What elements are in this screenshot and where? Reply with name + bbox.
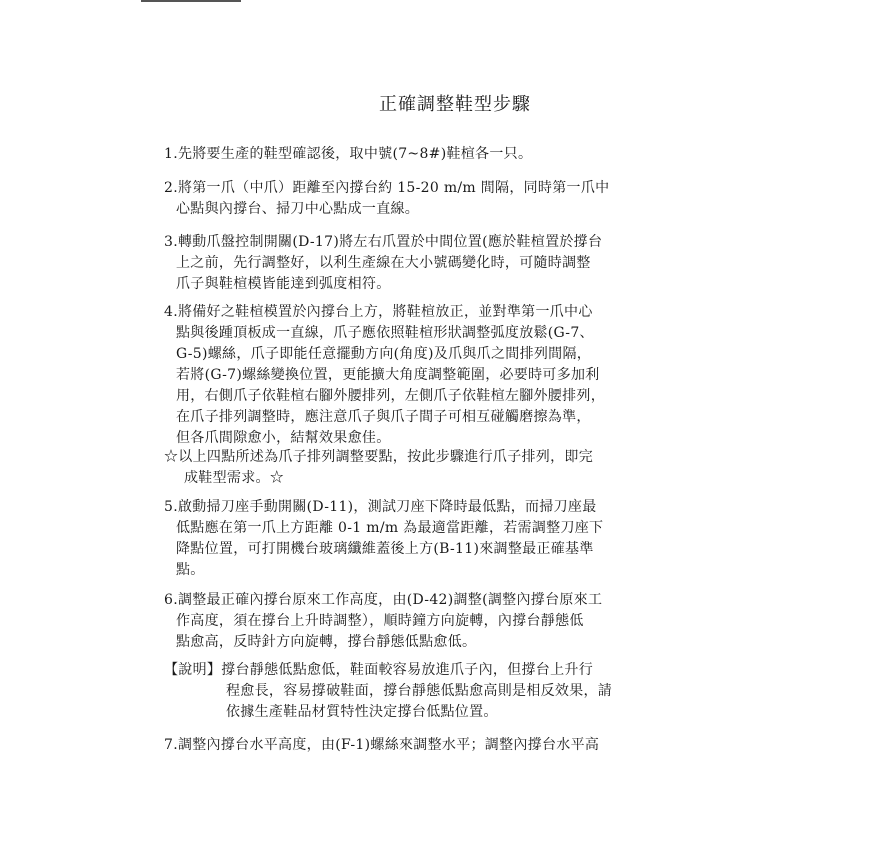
text-line: 爪子與鞋楦模皆能達到弧度相符。 xyxy=(176,276,391,292)
page-title: 正確調整鞋型步驟 xyxy=(379,94,531,115)
text-line: 降點位置，可打開機台玻璃纖維蓋後上方(B-11)來調整最正確基準 xyxy=(176,541,594,557)
text-line: 依據生產鞋品材質特性決定撐台低點位置。 xyxy=(226,704,498,720)
summary-note xyxy=(164,447,593,489)
text-line: 在爪子排列調整時，應注意爪子與爪子間子可相互碰觸磨擦為準， xyxy=(176,409,591,425)
text-line: ☆以上四點所述為爪子排列調整要點，按此步驟進行爪子排列，即完 xyxy=(164,449,593,465)
text-line: 成鞋型需求。☆ xyxy=(184,470,285,486)
scan-edge-line xyxy=(141,0,241,2)
step-3 xyxy=(164,232,602,295)
step-6 xyxy=(164,590,602,653)
text-line: 點愈高，反時針方向旋轉，撐台靜態低點愈低。 xyxy=(176,634,477,650)
text-line: G-5)螺絲，爪子即能任意擺動方向(角度)及爪與爪之間排列間隔， xyxy=(176,346,592,362)
text-line: 但各爪間隙愈小，結幫效果愈佳。 xyxy=(176,430,391,446)
text-line: 7.調整內撐台水平高度，由(F-1)螺絲來調整水平；調整內撐台水平高 xyxy=(164,737,600,753)
step-7 xyxy=(164,735,599,756)
step-4 xyxy=(164,302,605,449)
text-line: 低點應在第一爪上方距離 0-1 m/m 為最適當距離，若需調整刀座下 xyxy=(176,520,604,536)
step-1 xyxy=(164,144,532,165)
text-line: 點。 xyxy=(176,562,205,578)
text-line: 作高度，須在撐台上升時調整），順時鐘方向旋轉，內撐台靜態低 xyxy=(176,613,584,629)
explanation xyxy=(164,660,612,723)
text-line: 4.將備好之鞋楦模置於內撐台上方，將鞋楦放正，並對準第一爪中心 xyxy=(164,304,593,320)
text-line: 2.將第一爪（中爪）距離至內撐台約 15-20 m/m 間隔，同時第一爪中 xyxy=(164,180,610,196)
text-line: 若將(G-7)螺絲變換位置，更能擴大角度調整範圍，必要時可多加利 xyxy=(176,367,600,383)
text-line: 1.先將要生產的鞋型確認後，取中號(7~8#)鞋楦各一只。 xyxy=(164,146,533,162)
text-line: 【說明】撐台靜態低點愈低，鞋面較容易放進爪子內，但撐台上升行 xyxy=(164,662,593,678)
text-line: 點與後踵頂板成一直線，爪子應依照鞋楦形狀調整弧度放鬆(G-7、 xyxy=(176,325,594,341)
step-5 xyxy=(164,497,603,581)
text-line: 6.調整最正確內撐台原來工作高度，由(D-42)調整(調整內撐台原來工 xyxy=(164,592,603,608)
text-line: 心點與內撐台、掃刀中心點成一直線。 xyxy=(176,201,420,217)
text-line: 程愈長，容易撐破鞋面，撐台靜態低點愈高則是相反效果，請 xyxy=(226,683,613,699)
text-line: 用，右側爪子依鞋楦右腳外腰排列，左側爪子依鞋楦左腳外腰排列， xyxy=(176,388,605,404)
step-2 xyxy=(164,178,609,220)
text-line: 5.啟動掃刀座手動開關(D-11)，測試刀座下降時最低點，而掃刀座最 xyxy=(164,499,597,515)
text-line: 上之前，先行調整好，以利生產線在大小號碼變化時，可隨時調整 xyxy=(176,255,591,271)
text-line: 3.轉動爪盤控制開關(D-17)將左右爪置於中間位置(應於鞋楦置於撐台 xyxy=(164,234,603,250)
